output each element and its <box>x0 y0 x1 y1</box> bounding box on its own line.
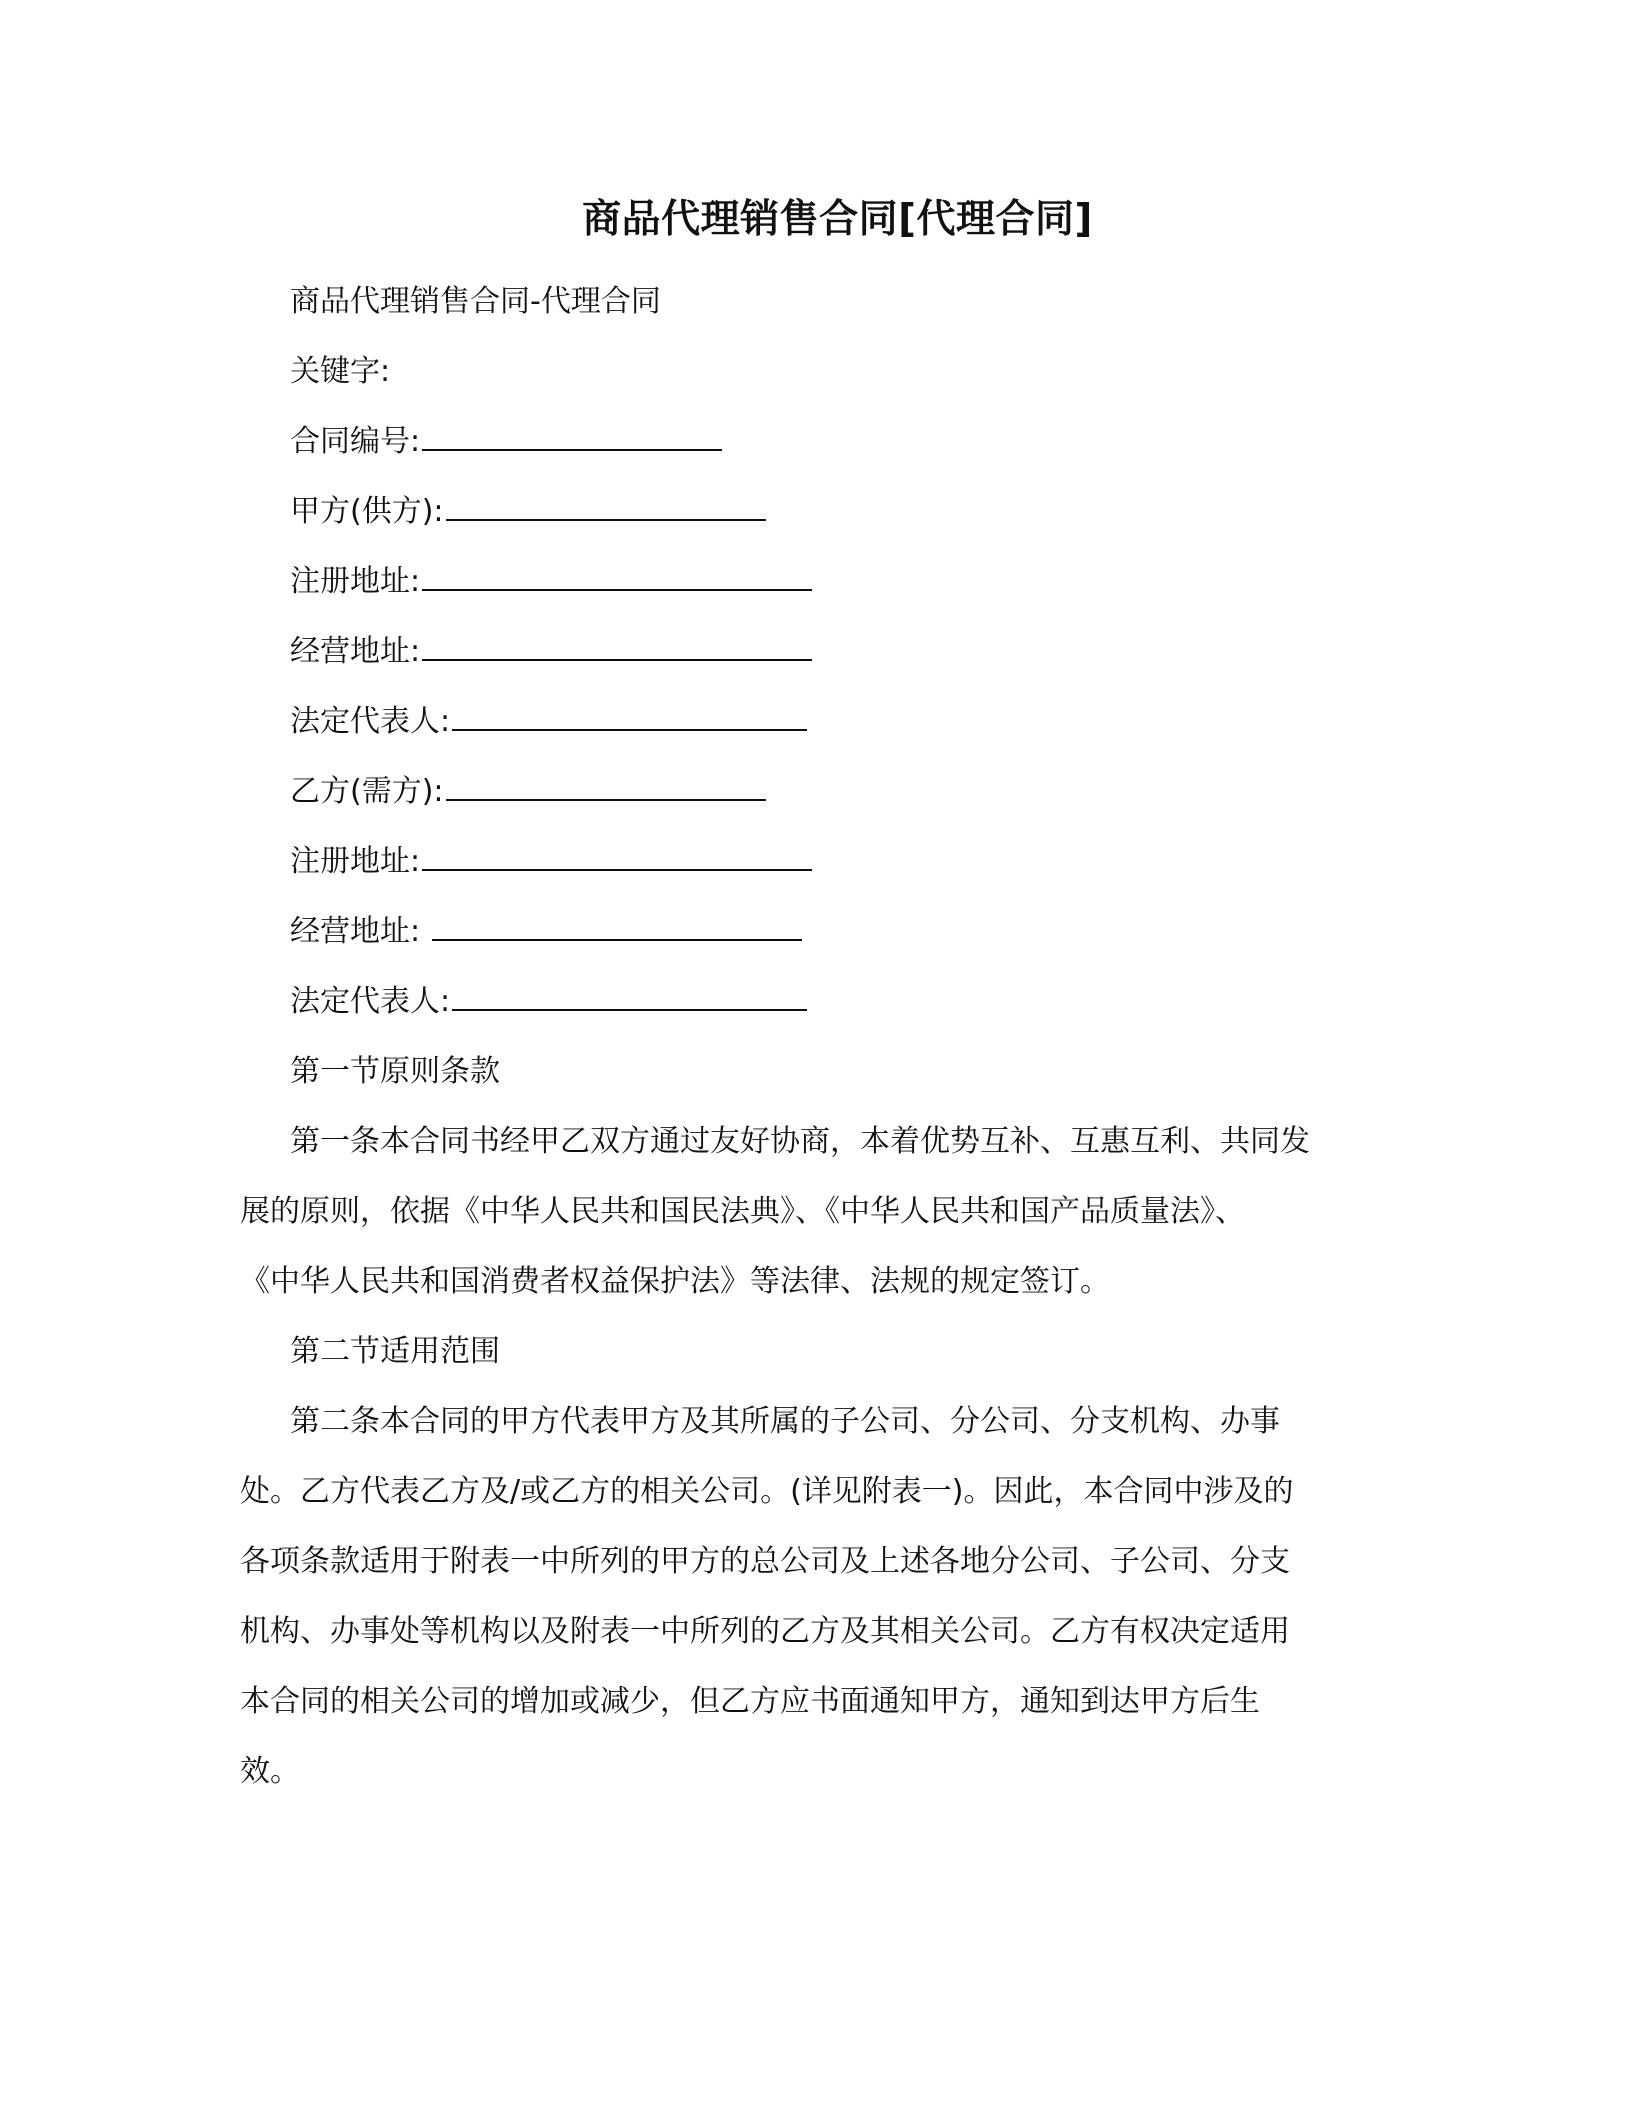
field-party-b-legal-representative <box>290 980 807 1024</box>
fill-in-blank <box>432 911 802 941</box>
fill-in-blank <box>422 561 812 591</box>
field-party-b-business-address <box>290 910 802 954</box>
field-party-a-legal-representative <box>290 700 807 744</box>
article-1-line: 《中华人民共和国消费者权益保护法》等法律、法规的规定签订。 <box>240 1264 1110 1299</box>
field-label: 法定代表人: <box>290 704 451 739</box>
fill-in-blank <box>422 841 812 871</box>
field-label: 合同编号: <box>290 424 421 459</box>
field-label: 乙方(需方): <box>290 774 444 809</box>
article-2-line: 处。乙方代表乙方及/或乙方的相关公司。(详见附表一)。因此，本合同中涉及的 <box>240 1474 1294 1509</box>
field-label: 注册地址: <box>290 564 421 599</box>
field-party-b-registered-address <box>290 840 812 884</box>
field-label: 法定代表人: <box>290 984 451 1019</box>
document-subtitle: 商品代理销售合同-代理合同 <box>290 284 661 319</box>
keywords-label: 关键字: <box>290 354 391 389</box>
article-2-line: 机构、办事处等机构以及附表一中所列的乙方及其相关公司。乙方有权决定适用 <box>240 1614 1290 1649</box>
fill-in-blank <box>422 421 722 451</box>
document-title: 商品代理销售合同[代理合同] <box>582 197 1093 242</box>
field-party-a <box>290 490 766 534</box>
field-party-b <box>290 770 766 814</box>
article-2-line: 第二条本合同的甲方代表甲方及其所属的子公司、分公司、分支机构、办事 <box>290 1404 1280 1439</box>
fill-in-blank <box>452 701 807 731</box>
field-party-a-business-address <box>290 630 812 674</box>
fill-in-blank <box>422 631 812 661</box>
field-label: 经营地址: <box>290 914 430 949</box>
article-1-line: 展的原则，依据《中华人民共和国民法典》、《中华人民共和国产品质量法》、 <box>240 1194 1245 1229</box>
fill-in-blank <box>446 491 766 521</box>
section-heading: 第二节适用范围 <box>290 1334 500 1369</box>
field-label: 经营地址: <box>290 634 421 669</box>
field-label: 甲方(供方): <box>290 494 444 529</box>
field-label: 注册地址: <box>290 844 421 879</box>
field-party-a-registered-address <box>290 560 812 604</box>
field-contract-number <box>290 420 722 464</box>
article-2-line: 本合同的相关公司的增加或减少，但乙方应书面通知甲方，通知到达甲方后生 <box>240 1684 1260 1719</box>
fill-in-blank <box>452 981 807 1011</box>
article-2-line: 各项条款适用于附表一中所列的甲方的总公司及上述各地分公司、子公司、分支 <box>240 1544 1290 1579</box>
article-2-line: 效。 <box>240 1754 300 1789</box>
section-heading: 第一节原则条款 <box>290 1054 500 1089</box>
fill-in-blank <box>446 771 766 801</box>
article-1-line: 第一条本合同书经甲乙双方通过友好协商，本着优势互补、互惠互利、共同发 <box>290 1124 1310 1159</box>
